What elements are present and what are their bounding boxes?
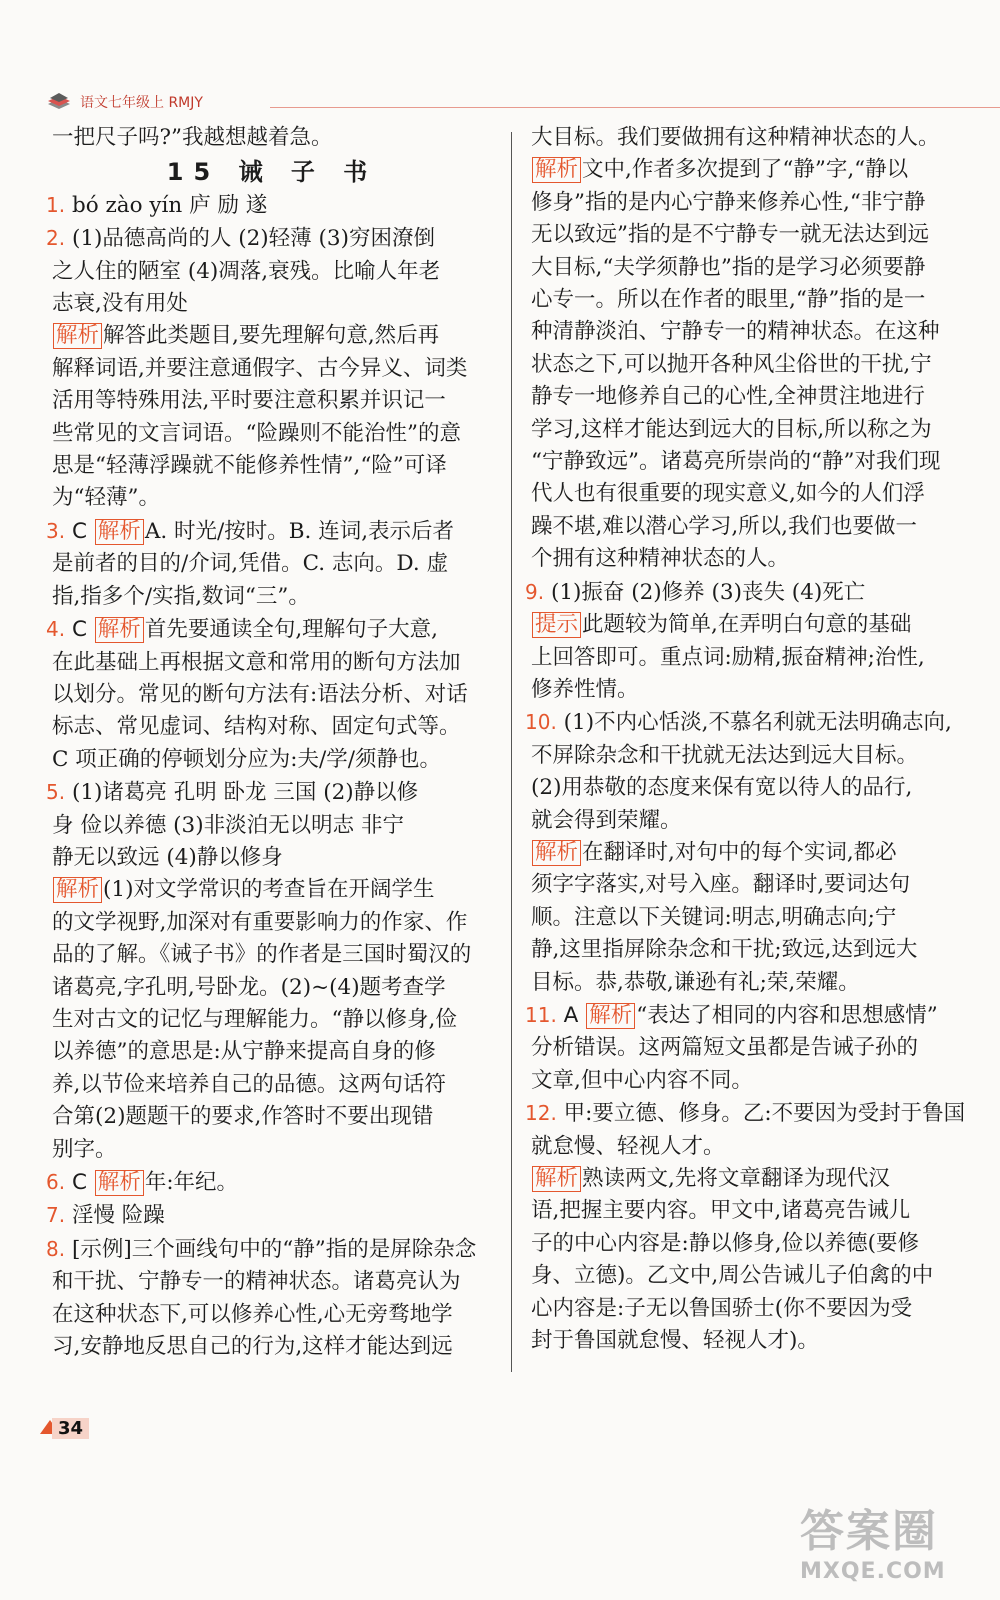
question-number: 4. [46, 617, 66, 642]
analysis-tag: 解析 [532, 157, 581, 183]
watermark-main: 答案圈 [800, 1506, 938, 1557]
line-text: 躁不堪,难以潜心学习,所以,我们也要做一 [531, 513, 918, 539]
line-text: 子的中心内容是:静以修身,俭以养德(要修 [531, 1230, 919, 1256]
text-line [52, 418, 492, 450]
text-line [46, 1199, 492, 1232]
text-line [52, 972, 492, 1004]
line-text: 为“轻薄”。 [52, 485, 160, 511]
text-line [531, 967, 951, 999]
column-divider [511, 132, 512, 1372]
text-line [531, 1032, 951, 1064]
text-line [52, 320, 492, 352]
line-text: 大目标,“夫学须静也”指的是学习必须要静 [531, 254, 926, 280]
line-text: 在这种状态下,可以修养心性,心无旁骛地学 [52, 1301, 453, 1327]
text-line [52, 353, 492, 385]
analysis-tag: 解析 [53, 323, 102, 349]
text-line [52, 647, 492, 679]
text-line [52, 1101, 492, 1133]
line-text: C 项正确的停顿划分应为:夫/学/须静也。 [52, 746, 442, 772]
line-text: 些常见的文言词语。“险躁则不能治性”的意 [52, 420, 461, 446]
line-text: 标志、常见虚词、结构对称、固定句式等。 [52, 714, 461, 740]
line-text: “宁静致远”。诸葛亮所崇尚的“静”对我们现 [531, 449, 941, 475]
answer-choice: C [71, 617, 87, 643]
text-line [531, 902, 951, 934]
line-text: 甲:要立德、修身。乙:不要因为受封于鲁国 [563, 1101, 966, 1127]
line-text: 个拥有这种精神状态的人。 [531, 546, 790, 572]
line-text: 就怠慢、轻视人才。 [531, 1133, 725, 1159]
line-text: 一把尺子吗?”我越想越着急。 [52, 125, 333, 150]
text-line [531, 1325, 951, 1357]
text-line [52, 1331, 492, 1363]
line-text: 静,这里指屏除杂念和干扰;致远,达到远大 [531, 937, 918, 963]
text-line [531, 642, 951, 674]
line-text: 淫慢 险躁 [71, 1203, 165, 1229]
text-line [531, 805, 951, 837]
header-title: 语文七年级上 RMJY [80, 95, 203, 111]
left-column [46, 122, 492, 1363]
question-number: 5. [46, 780, 66, 805]
section-title: 15 诫 子 书 [166, 158, 378, 187]
text-line [531, 252, 951, 284]
line-text: 养,以节俭来培养自己的品德。这两句话符 [52, 1071, 446, 1097]
question-number: 1. [46, 192, 66, 217]
line-text: 以养德”的意思是:从宁静来提高自身的修 [52, 1039, 436, 1065]
text-line [52, 711, 492, 743]
line-text: 习,安静地反思自己的行为,这样才能达到远 [52, 1334, 453, 1360]
text-line [531, 446, 951, 478]
text-line [531, 740, 951, 772]
watermark-sub: MXQE.COM [800, 1559, 946, 1584]
line-text: 不屏除杂念和干扰就无法达到远大目标。 [531, 742, 919, 768]
line-text: (1)对文学常识的考查旨在开阔学生 [103, 877, 435, 903]
text-line [46, 613, 492, 646]
line-text: 分析错误。这两篇短文虽都是告诫子孙的 [531, 1035, 919, 1061]
header-rule [270, 107, 1000, 108]
text-line [531, 349, 951, 381]
line-text: 在此基础上再根据文意和常用的断句方法加 [52, 649, 461, 675]
analysis-tag: 解析 [95, 1170, 144, 1196]
line-text: 目标。恭,恭敬,谦逊有礼;荣,荣耀。 [531, 969, 860, 995]
text-line [531, 381, 951, 413]
text-line [531, 934, 951, 966]
line-text: 是前者的目的/介词,凭借。C. 志向。D. 虚 [52, 551, 449, 577]
text-line [52, 874, 492, 906]
question-number: 11. [525, 1002, 557, 1027]
line-text: 文章,但中心内容不同。 [531, 1067, 753, 1093]
text-line [52, 548, 492, 580]
text-line [531, 1195, 951, 1227]
text-line [52, 1266, 492, 1298]
text-line [52, 1069, 492, 1101]
answer-choice: A [563, 1002, 579, 1028]
line-text: 心内容是:子无以鲁国骄士(你不要因为受 [531, 1295, 913, 1321]
text-line [531, 478, 951, 510]
line-text: 解答此类题目,要先理解句意,然后再 [103, 323, 440, 349]
question-number: 9. [525, 579, 545, 604]
line-text: 修养性情。 [531, 676, 639, 702]
line-text: 就会得到荣耀。 [531, 807, 682, 833]
text-line [52, 842, 492, 874]
text-line [531, 511, 951, 543]
line-text: (1)不内心恬淡,不慕名利就无法明确志向, [563, 710, 952, 736]
line-text: “表达了相同的内容和思想感情” [636, 1002, 938, 1028]
text-line [46, 222, 492, 255]
text-line [531, 154, 951, 186]
text-line [525, 1097, 966, 1130]
text-line [52, 385, 492, 417]
text-line [531, 284, 951, 316]
text-line [531, 414, 951, 446]
line-text: 大目标。我们要做拥有这种精神状态的人。 [531, 125, 940, 150]
line-text: 静无以致远 (4)静以修身 [52, 844, 283, 870]
analysis-tag: 解析 [95, 617, 144, 643]
answer-choice: C [71, 1170, 87, 1195]
line-text: 别字。 [52, 1136, 117, 1162]
text-line [52, 1299, 492, 1331]
line-text: 上回答即可。重点词:励精,振奋精神;治性, [531, 644, 925, 670]
line-text: 的文学视野,加深对有重要影响力的作家、作 [52, 909, 468, 935]
text-line [531, 1260, 951, 1292]
text-line [52, 581, 492, 613]
text-line [525, 706, 952, 739]
line-text: 和干扰、宁静专一的精神状态。诸葛亮认为 [52, 1269, 461, 1295]
text-line [52, 256, 492, 288]
line-text: 种清静淡泊、宁静专一的精神状态。在这种 [531, 319, 940, 345]
text-line [531, 219, 951, 251]
line-text: 代人也有很重要的现实意义,如今的人们浮 [531, 481, 925, 507]
text-line [46, 189, 492, 222]
text-line [531, 772, 951, 804]
line-text: 品的了解。《诫子书》的作者是三国时蜀汉的 [52, 942, 472, 968]
question-number: 7. [46, 1203, 66, 1228]
text-line [46, 776, 492, 809]
text-line [52, 450, 492, 482]
text-line [531, 609, 951, 641]
text-line [52, 122, 492, 154]
text-line [531, 674, 951, 706]
line-text: 此题较为简单,在弄明白句意的基础 [582, 612, 912, 638]
line-text: 修身”指的是内心宁静来修养心性,“非宁静 [531, 189, 926, 215]
text-line [531, 316, 951, 348]
line-text: 年:年纪。 [144, 1170, 239, 1195]
text-line [52, 1134, 492, 1166]
line-text: 静专一地修养自己的心性,全神贯注地进行 [531, 384, 925, 410]
line-text: 在翻译时,对句中的每个实词,都必 [582, 839, 897, 865]
question-number: 3. [46, 518, 66, 543]
analysis-tag: 解析 [532, 840, 581, 866]
line-text: 指,指多个/实指,数词“三”。 [52, 583, 310, 609]
line-text: 以划分。常见的断句方法有:语法分析、对话 [52, 681, 468, 707]
text-line [52, 939, 492, 971]
line-text: 语,把握主要内容。甲文中,诸葛亮告诫儿 [531, 1198, 911, 1224]
line-text: 身 俭以养德 (3)非淡泊无以明志 非宁 [52, 812, 404, 838]
line-text: 志衰,没有用处 [52, 291, 188, 317]
line-text: 熟读两文,先将文章翻译为现代汉 [582, 1166, 890, 1191]
text-line [525, 576, 951, 609]
text-line [531, 187, 951, 219]
line-text: 合第(2)题题干的要求,作答时不要出现错 [52, 1104, 434, 1130]
question-number: 6. [46, 1170, 66, 1194]
text-line [531, 1131, 951, 1163]
line-text: 首先要通读全句,理解句子大意, [144, 617, 438, 643]
line-text: 思是“轻薄浮躁就不能修养性情”,“险”可译 [52, 453, 447, 479]
line-text: 解释词语,并要注意通假字、古今异义、词类 [52, 355, 468, 381]
text-line [531, 543, 951, 575]
page-number: 34 [52, 1418, 89, 1439]
text-line [52, 810, 492, 842]
text-line [52, 482, 492, 514]
line-text: A. 时光/按时。B. 连词,表示后者 [144, 518, 455, 544]
line-text: (1)振奋 (2)修养 (3)丧失 (4)死亡 [550, 579, 866, 605]
question-number: 2. [46, 226, 66, 251]
text-line [52, 288, 492, 320]
text-line [46, 1233, 492, 1266]
analysis-tag: 解析 [53, 877, 102, 903]
line-text: (1)诸葛亮 孔明 卧龙 三国 (2)静以修 [71, 780, 419, 806]
watermark [800, 1495, 980, 1595]
book-stack-icon [46, 90, 72, 112]
line-text: 文中,作者多次提到了“静”字,“静以 [582, 157, 909, 183]
question-number: 8. [46, 1236, 66, 1261]
text-line [531, 1228, 951, 1260]
line-text: bó zào yín 庐 励 遂 [71, 192, 268, 218]
text-line [52, 1004, 492, 1036]
text-line [46, 1166, 492, 1199]
line-text: 须字字落实,对号入座。翻译时,要词达句 [531, 872, 911, 898]
question-number: 12. [525, 1101, 557, 1126]
line-text: 之人住的陋室 (4)凋落,衰残。比喻人年老 [52, 258, 441, 284]
text-line [52, 744, 492, 776]
answer-choice: C [71, 518, 87, 544]
text-line [52, 679, 492, 711]
line-text: 诸葛亮,字孔明,号卧龙。(2)~(4)题考查学 [52, 974, 446, 1000]
text-line [531, 837, 951, 869]
text-line [525, 999, 951, 1032]
analysis-tag: 提示 [532, 612, 581, 638]
line-text: 封于鲁国就怠慢、轻视人才)。 [531, 1328, 819, 1354]
line-text: (2)用恭敬的态度来保有宽以待人的品行, [531, 775, 913, 801]
right-column [525, 122, 966, 1357]
line-text: (1)品德高尚的人 (2)轻薄 (3)穷困潦倒 [71, 226, 435, 252]
analysis-tag: 解析 [586, 1003, 635, 1029]
analysis-tag: 解析 [532, 1166, 581, 1192]
text-line [531, 869, 951, 901]
text-line [52, 1036, 492, 1068]
line-text: 生对古文的记忆与理解能力。“静以修身,俭 [52, 1006, 457, 1032]
page-header [40, 88, 960, 118]
text-line [52, 907, 492, 939]
text-line [531, 122, 951, 154]
question-number: 10. [525, 710, 557, 735]
text-line [531, 1293, 951, 1325]
text-line [46, 515, 492, 548]
line-text: 活用等特殊用法,平时要注意积累并识记一 [52, 388, 446, 414]
line-text: 状态之下,可以抛开各种风尘俗世的干扰,宁 [531, 351, 932, 377]
line-text: 心专一。所以在作者的眼里,“静”指的是一 [531, 287, 926, 313]
line-text: [示例]三个画线句中的“静”指的是屏除杂念 [71, 1236, 477, 1262]
text-line [531, 1163, 951, 1195]
analysis-tag: 解析 [95, 519, 144, 545]
text-line [531, 1065, 951, 1097]
line-text: 顺。注意以下关键词:明志,明确志向;宁 [531, 904, 897, 930]
line-text: 身、立德)。乙文中,周公告诫儿子伯禽的中 [531, 1263, 934, 1289]
line-text: 学习,这样才能达到远大的目标,所以称之为 [531, 416, 932, 442]
line-text: 无以致远”指的是不宁静专一就无法达到远 [531, 222, 929, 248]
